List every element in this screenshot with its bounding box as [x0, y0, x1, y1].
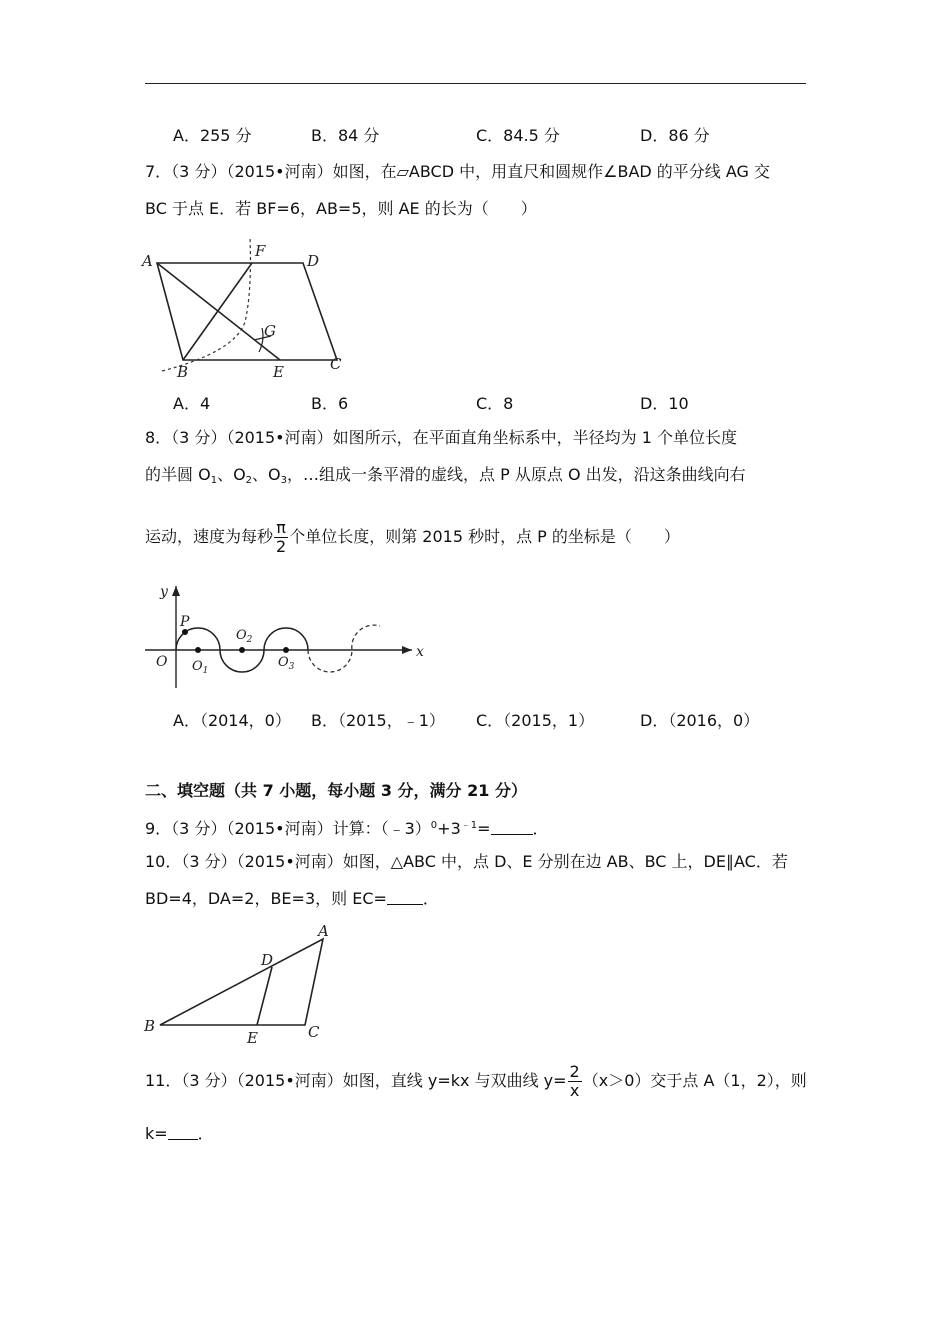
- q7-option-c: C．8: [476, 394, 514, 413]
- q7-stem-line2: BC 于点 E．若 BF=6，AB=5，则 AE 的长为（ ）: [145, 199, 537, 218]
- q8-option-a: A．（2014，0）: [173, 711, 291, 730]
- label-e: E: [273, 363, 284, 381]
- label-o3: $O_3$: [278, 655, 295, 672]
- label-a: A: [142, 252, 153, 270]
- dashed-curve: [308, 625, 380, 672]
- label-x: x: [416, 644, 424, 660]
- q8-stem-line3: 运动，速度为每秒 $\frac{\pi}{2}$ 个单位长度，则第 2015 秒时，点 P 的坐标是（ ）: [145, 518, 680, 556]
- label-c: C: [330, 355, 342, 373]
- label-b: B: [177, 363, 189, 381]
- q7-option-a: A．4: [173, 394, 211, 413]
- label-c: C: [308, 1023, 320, 1041]
- q10-triangle-figure: [140, 920, 340, 1050]
- label-b: B: [144, 1017, 156, 1035]
- arc-mark-2: [259, 328, 263, 352]
- pi-over-2-fraction: $\frac{\pi}{2}$: [276, 518, 287, 556]
- q10-stem-line1: 10．（3 分）（2015•河南）如图，△ABC 中，点 D、E 分别在边 AB、BC 上，DE∥AC．若: [145, 852, 788, 871]
- label-d: D: [261, 951, 274, 969]
- segment-de: [257, 967, 272, 1025]
- q6-option-b: B．84 分: [311, 126, 380, 145]
- q6-option-c: C．84.5 分: [476, 126, 560, 145]
- q11-stem-line2: k= ．: [145, 1124, 214, 1143]
- label-y: y: [160, 584, 168, 600]
- point-o2: [239, 647, 245, 653]
- label-origin: O: [156, 654, 168, 670]
- q8-semicircle-figure: [140, 578, 440, 696]
- q6-option-d: D．86 分: [640, 126, 710, 145]
- compass-arc: [162, 237, 250, 371]
- triangle-abc: [160, 939, 323, 1025]
- q8-option-c: C．（2015，1）: [476, 711, 595, 730]
- two-over-x-fraction: $\frac{2}{x}$: [569, 1062, 580, 1100]
- q8-stem-line2: 的半圆 $O_1$、$O_2$、$O_3$，…组成一条平滑的虚线，点 P 从原点 O 出发，沿这条曲线向右: [145, 465, 746, 486]
- q7-parallelogram-figure: [140, 232, 360, 382]
- q10-answer-blank: [387, 890, 423, 905]
- label-a: A: [318, 922, 329, 940]
- label-f: F: [255, 242, 266, 260]
- label-d: D: [307, 252, 320, 270]
- section2-heading: 二、填空题（共 7 小题，每小题 3 分，满分 21 分）: [145, 781, 527, 800]
- q7-option-b: B．6: [311, 394, 349, 413]
- label-o2: $O_2$: [236, 628, 253, 645]
- q11-answer-blank: [168, 1125, 198, 1140]
- point-o3: [283, 647, 289, 653]
- q8-option-d: D．（2016，0）: [640, 711, 760, 730]
- label-g: G: [264, 322, 276, 340]
- label-e: E: [247, 1029, 258, 1047]
- q11-stem-line1: 11．（3 分）（2015•河南）如图，直线 y=kx 与双曲线 y= $\frac{2}{x}$ （x＞0）交于点 A（1，2），则: [145, 1062, 807, 1100]
- q6-option-a: A．255 分: [173, 126, 252, 145]
- q10-stem-line2: BD=4，DA=2，BE=3，则 EC= ．: [145, 889, 439, 908]
- q7-option-d: D．10: [640, 394, 689, 413]
- segment-bf: [183, 263, 252, 360]
- label-p: P: [180, 614, 190, 630]
- label-o1: $O_1$: [192, 659, 209, 676]
- q8-option-b: B．（2015，﹣1）: [311, 711, 445, 730]
- q9-stem: 9．（3 分）（2015•河南）计算：$(﹣3)^0+3^{﹣1}=$ ．: [145, 819, 549, 838]
- q7-stem-line1: 7．（3 分）（2015•河南）如图，在▱ABCD 中，用直尺和圆规作∠BAD 的平分线 AG 交: [145, 162, 771, 181]
- top-rule: [145, 83, 806, 84]
- point-o1: [195, 647, 201, 653]
- q9-answer-blank: [491, 820, 533, 835]
- q8-stem-line1: 8．（3 分）（2015•河南）如图所示，在平面直角坐标系中，半径均为 1 个单位长度: [145, 428, 737, 447]
